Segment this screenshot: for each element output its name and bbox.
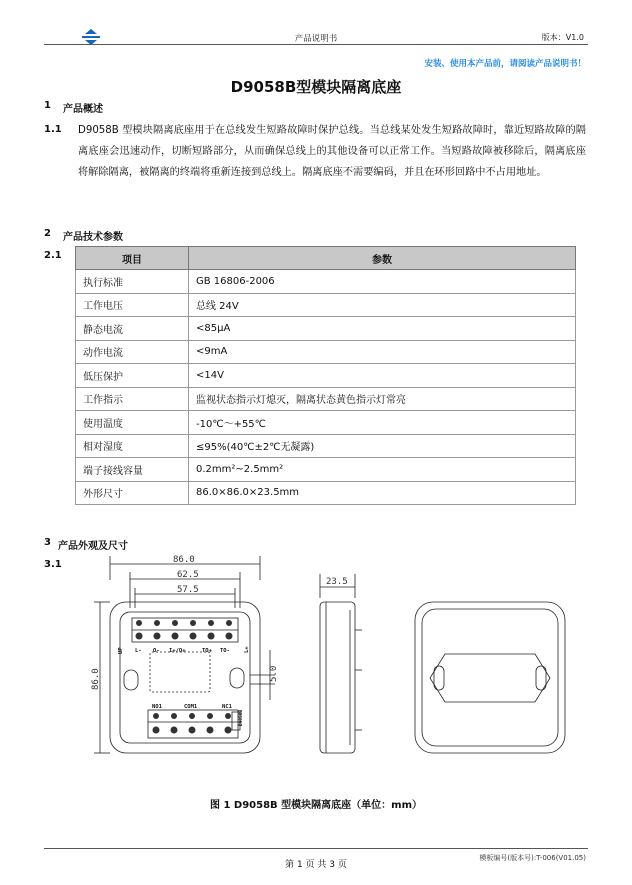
table-row <box>76 364 576 388</box>
table-cell-param: <85μA <box>189 317 576 341</box>
table-cell-param: <14V <box>189 364 576 388</box>
header-version: 版本：V1.0 <box>541 33 584 42</box>
table-header-param: 参数 <box>189 247 576 270</box>
table-row <box>76 481 576 505</box>
dim-inner-2: 57.5 <box>177 585 199 595</box>
table-row <box>76 293 576 317</box>
side-label-up: UP <box>118 647 124 654</box>
dim-depth: 23.5 <box>326 577 348 587</box>
page-number: 第 1 页 共 3 页 <box>285 860 347 870</box>
model-tag: D9058B <box>239 709 244 726</box>
table-row <box>76 458 576 482</box>
dim-height: 86.0 <box>91 668 101 690</box>
table-cell-item: 外形尺寸 <box>76 481 189 505</box>
dim-width: 86.0 <box>173 555 195 565</box>
table-cell-param: ≤95%(40℃±2℃无凝露) <box>189 434 576 458</box>
table-cell-item: 工作指示 <box>76 387 189 411</box>
table-cell-item: 动作电流 <box>76 340 189 364</box>
table-row <box>76 434 576 458</box>
table-row <box>76 411 576 435</box>
section3-number: 3 <box>44 537 51 548</box>
terminal-label-top: I+/O+ <box>169 648 186 654</box>
table-cell-item: 工作电压 <box>76 293 189 317</box>
table-cell-item: 静态电流 <box>76 317 189 341</box>
terminal-label-top: O- <box>153 648 160 654</box>
table-header-row <box>76 247 576 270</box>
table-row <box>76 387 576 411</box>
table-cell-param: 总线 24V <box>189 293 576 317</box>
section1-number: 1 <box>44 100 51 111</box>
section1-text: D9058B 型模块隔离底座用于在总线发生短路故障时保护总线。当总线某处发生短路故障时，靠近短路故障的隔离底座会迅速动作，切断短路部分，从而确保总线上的其他设备可以正常工作。当短路故障被移除后，隔离底座将解除隔离，被隔离的终端将重新连接到总线上。隔离底座不需要编码，并且在环形回路中不占用地址。 <box>78 125 586 178</box>
section2-title: 产品技术参数 <box>63 232 123 243</box>
figure-caption: 图 1 D9058B 型模块隔离底座（单位：mm） <box>210 800 422 811</box>
form-code: 模板编号(版本号):T-006(V01.05) <box>479 854 586 862</box>
section1-subnumber: 1.1 <box>44 124 62 135</box>
tech-params-table <box>75 246 576 505</box>
terminal-label-top: TO+ <box>202 648 212 654</box>
page-title: D9058B型模块隔离底座 <box>230 78 402 96</box>
table-cell-param: -10℃～+55℃ <box>189 411 576 435</box>
terminal-label-bottom: NC1 <box>222 704 232 710</box>
dim-inner-1: 62.5 <box>177 570 199 580</box>
table-cell-param: 0.2mm²~2.5mm² <box>189 458 576 482</box>
table-cell-item: 低压保护 <box>76 364 189 388</box>
header-divider <box>44 44 588 45</box>
table-row <box>76 317 576 341</box>
header-doc-type: 产品说明书 <box>294 34 338 44</box>
dim-hole: 5.0 <box>269 665 279 682</box>
table-cell-item: 相对湿度 <box>76 434 189 458</box>
section3-subnumber: 3.1 <box>44 559 62 570</box>
terminal-label-bottom: COM1 <box>184 704 198 710</box>
table-cell-param: GB 16806-2006 <box>189 270 576 294</box>
table-cell-param: <9mA <box>189 340 576 364</box>
section1-title: 产品概述 <box>63 104 103 115</box>
product-dimension-drawing <box>80 550 590 765</box>
terminal-label-top: TO- <box>220 648 230 654</box>
table-row <box>76 270 576 294</box>
section3-title: 产品外观及尺寸 <box>58 541 128 552</box>
table-row <box>76 340 576 364</box>
table-header-item: 项目 <box>76 247 189 270</box>
table-cell-item: 使用温度 <box>76 411 189 435</box>
section2-number: 2 <box>44 228 51 239</box>
section2-subnumber: 2.1 <box>44 250 62 261</box>
table-cell-param: 监视状态指示灯熄灭，隔离状态黄色指示灯常亮 <box>189 387 576 411</box>
table-cell-item: 执行标准 <box>76 270 189 294</box>
side-label-right: L+ <box>244 646 250 653</box>
terminal-label-top: L- <box>135 648 142 654</box>
terminal-label-bottom: NO1 <box>152 704 162 710</box>
footer-divider <box>44 848 588 849</box>
table-cell-item: 端子接线容量 <box>76 458 189 482</box>
table-cell-param: 86.0×86.0×23.5mm <box>189 481 576 505</box>
read-manual-notice: 安装、使用本产品前，请阅读产品说明书！ <box>424 59 586 69</box>
